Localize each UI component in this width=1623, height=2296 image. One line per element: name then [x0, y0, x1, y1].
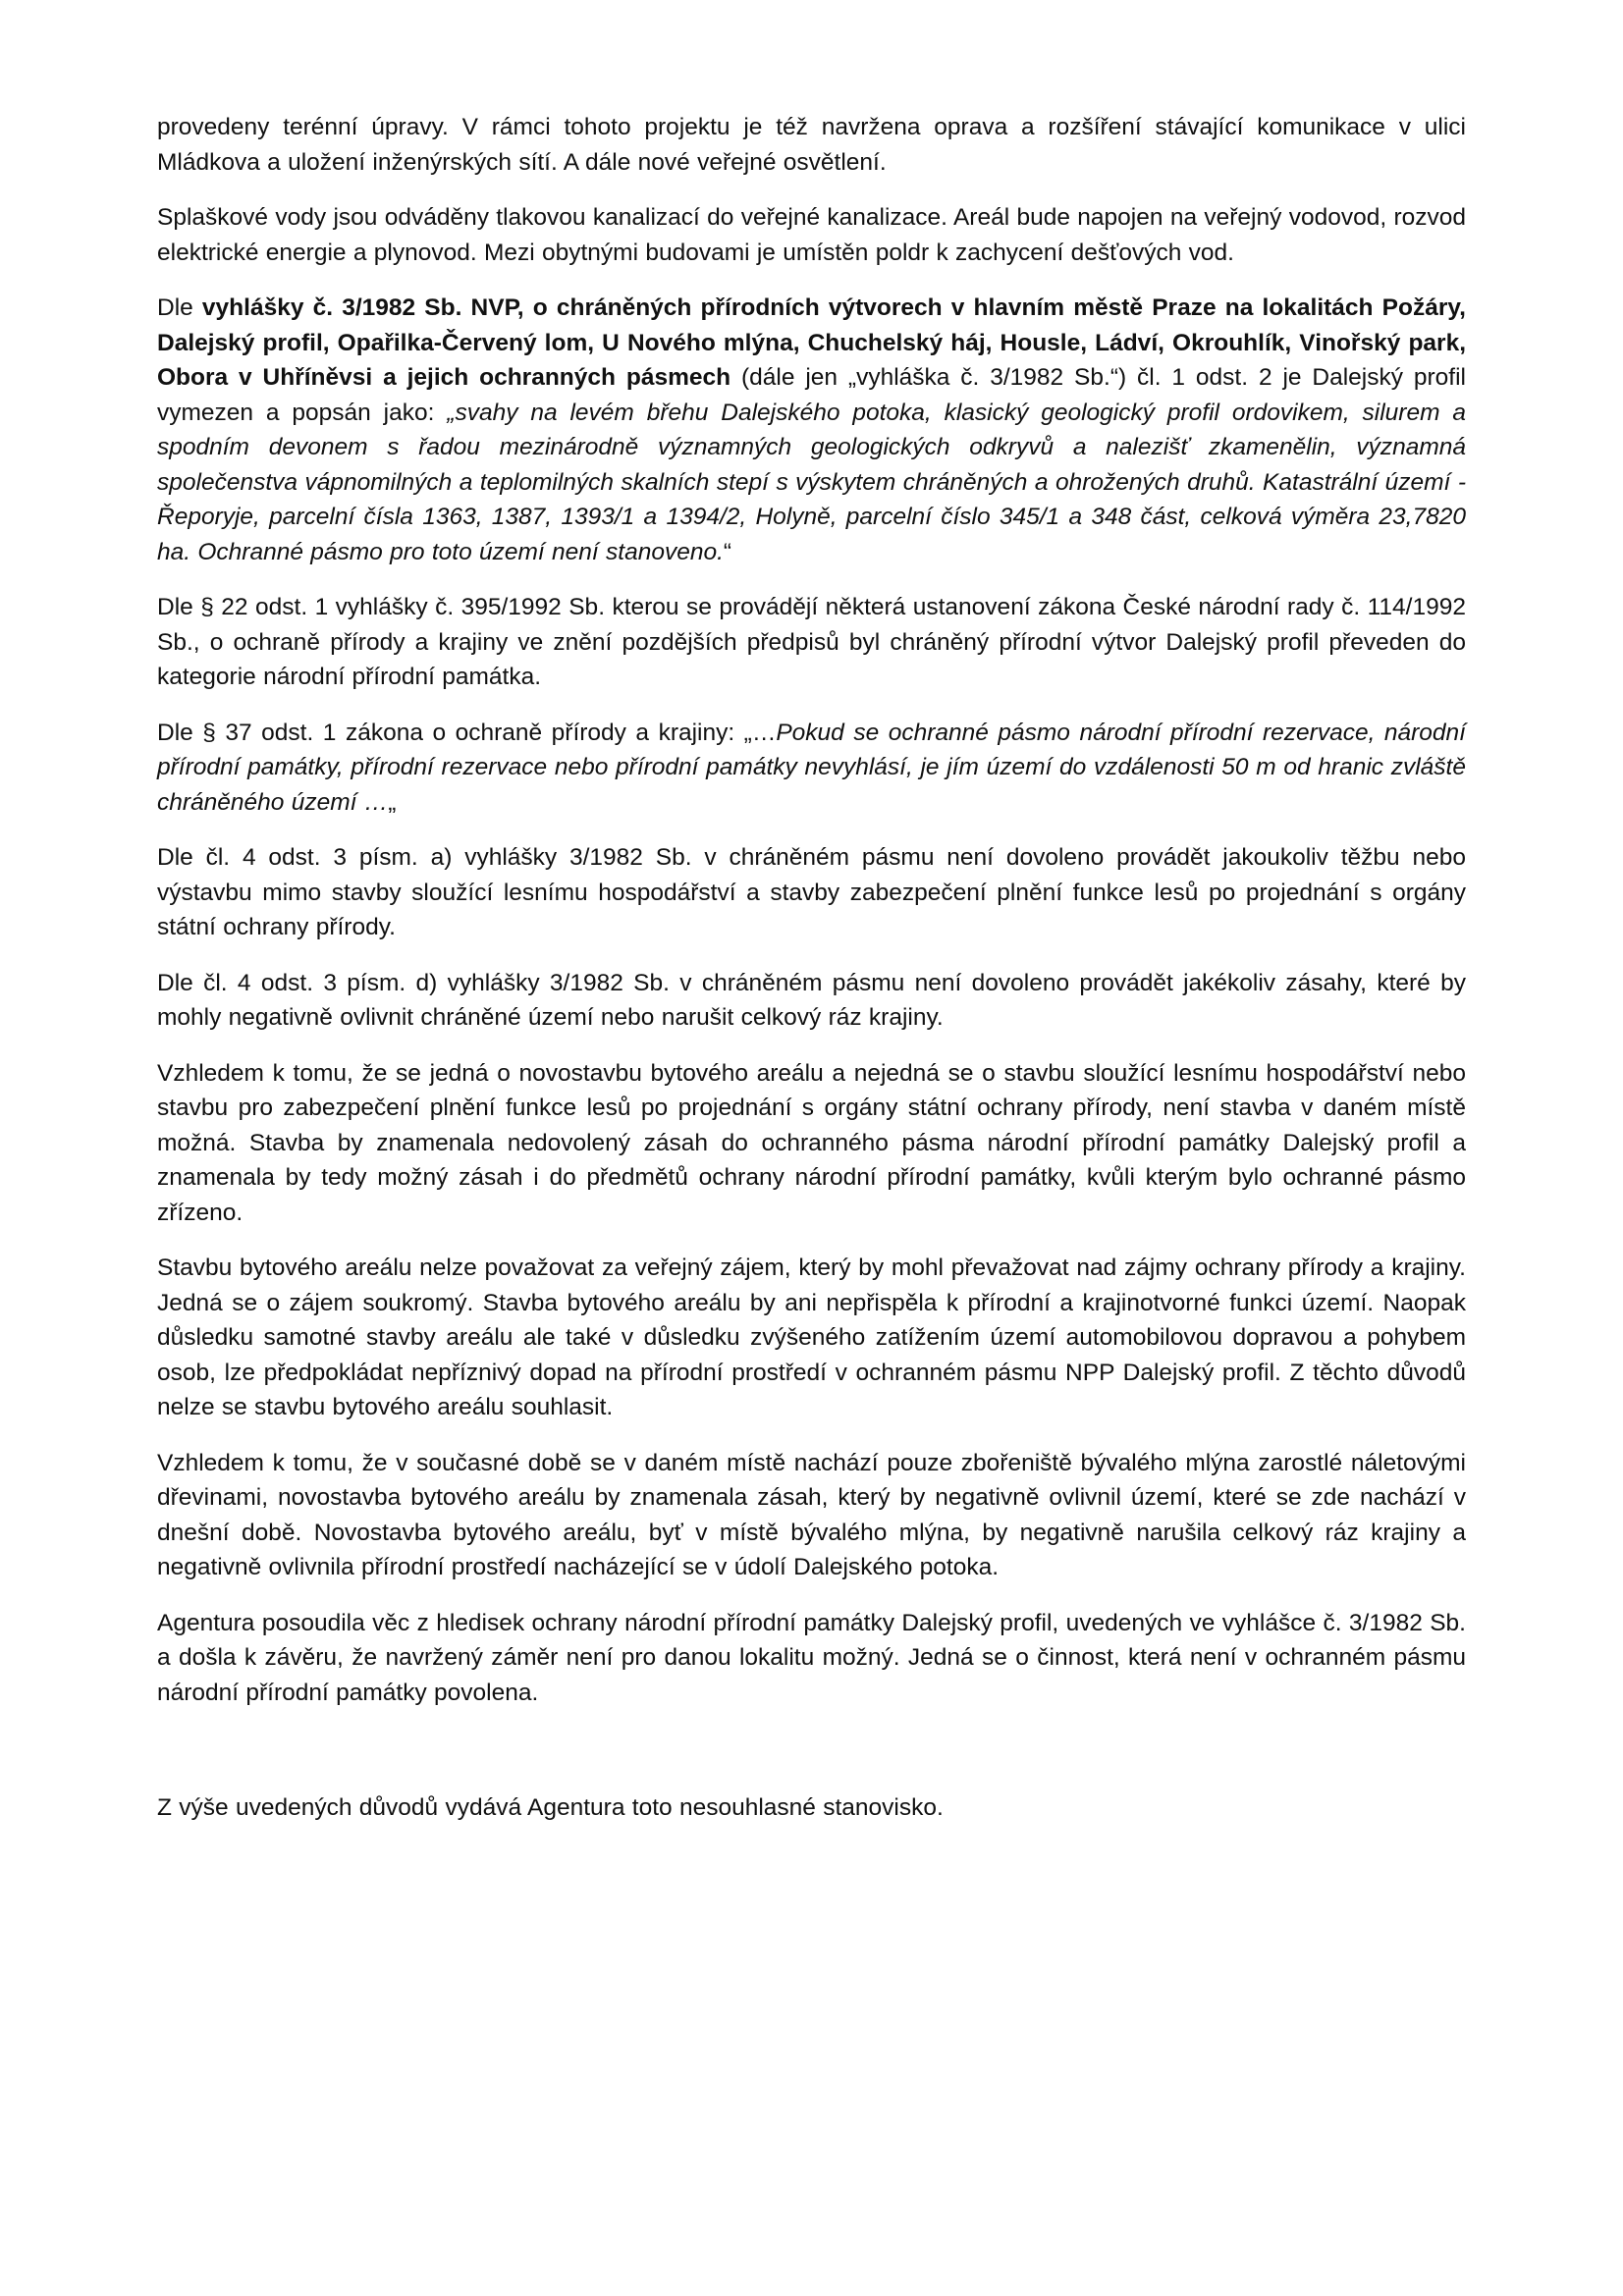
- document-body: [157, 110, 1466, 1826]
- paragraph: [157, 1251, 1466, 1425]
- bold-text: vyhlášky č. 3/1982 Sb. NVP, o chráněných přírodních výtvorech v hlavním městě Praze na lokalitách Požáry, Dalejský profil, Opařilka-Červený lom, U Nového mlýna, Chuchelský háj, Housle, Ládví, Okrouhlík, Vinořský park, Obora v Uhříněvsi a jejich ochranných pásmech: [157, 294, 1466, 391]
- text-run: provedeny terénní úpravy. V rámci tohoto projektu je též navržena oprava a rozšíření stávající komunikace v ulici Mládkova a uložení inženýrských sítí. A dále nové veřejné osvětlení.: [157, 114, 1466, 176]
- paragraph: [157, 200, 1466, 270]
- text-run: Splaškové vody jsou odváděny tlakovou kanalizací do veřejné kanalizace. Areál bude napojen na veřejný vodovod, rozvod elektrické energie a plynovod. Mezi obytnými budovami je umístěn poldr k zachycení dešťových vod.: [157, 204, 1466, 266]
- paragraph: [157, 590, 1466, 695]
- italic-quote: Pokud se ochranné pásmo národní přírodní rezervace, národní přírodní památky, přírodní rezervace nebo přírodní památky nevyhlásí, je jím území do vzdálenosti 50 m od hranic zvláště chráněného území …: [157, 719, 1466, 816]
- paragraph: [157, 291, 1466, 569]
- paragraph: [157, 840, 1466, 945]
- italic-quote: „svahy na levém břehu Dalejského potoka, klasický geologický profil ordovikem, silurem a spodním devonem s řadou mezinárodně významných geologických odkryvů a nalezišť zkamenělin, významná společenstva vápnomilných a teplomilných skalních stepí s výskytem chráněných a ohrožených druhů. Katastrální území - Řeporyje, parcelní čísla 1363, 1387, 1393/1 a 1394/2, Holyně, parcelní číslo 345/1 a 348 část, celková výměra 23,7820 ha. Ochranné pásmo pro toto území není stanoveno.: [157, 399, 1466, 565]
- text-run: Vzhledem k tomu, že se jedná o novostavbu bytového areálu a nejedná se o stavbu sloužící lesnímu hospodářství nebo stavbu pro zabezpečení plnění funkce lesů po projednání s orgány státní ochrany přírody, není stavba v daném místě možná. Stavba by znamenala nedovolený zásah do ochranného pásma národní přírodní památky Dalejský profil a znamenala by tedy možný zásah i do předmětů ochrany národní přírodní památky, kvůli kterým bylo ochranné pásmo zřízeno.: [157, 1059, 1466, 1226]
- text-run: Stavbu bytového areálu nelze považovat za veřejný zájem, který by mohl převažovat nad zájmy ochrany přírody a krajiny. Jedná se o zájem soukromý. Stavba bytového areálu by ani nepřispěla k přírodní a krajinotvorné funkci území. Naopak důsledku samotné stavby areálu ale také v důsledku zvýšeného zatížením území automobilovou dopravou a pohybem osob, lze předpokládat nepříznivý dopad na přírodní prostředí v ochranném pásmu NPP Dalejský profil. Z těchto důvodů nelze se stavbu bytového areálu souhlasit.: [157, 1255, 1466, 1420]
- paragraph: [157, 716, 1466, 821]
- text-run: Z výše uvedených důvodů vydává Agentura toto nesouhlasné stanovisko.: [157, 1794, 944, 1821]
- paragraph: [157, 110, 1466, 180]
- text-run: „: [388, 788, 397, 816]
- paragraph: [157, 966, 1466, 1036]
- paragraph: [157, 1606, 1466, 1711]
- text-run: Dle § 22 odst. 1 vyhlášky č. 395/1992 Sb. kterou se provádějí některá ustanovení zákona České národní rady č. 114/1992 Sb., o ochraně přírody a krajiny ve znění pozdějších předpisů byl chráněný přírodní výtvor Dalejský profil převeden do kategorie národní přírodní památka.: [157, 594, 1466, 690]
- text-run: Dle čl. 4 odst. 3 písm. a) vyhlášky 3/1982 Sb. v chráněném pásmu není dovoleno provádět jakoukoliv těžbu nebo výstavbu mimo stavby sloužící lesnímu hospodářství a stavby zabezpečení plnění funkce lesů po projednání s orgány státní ochrany přírody.: [157, 844, 1466, 940]
- text-run: Agentura posoudila věc z hledisek ochrany národní přírodní památky Dalejský profil, uvedených ve vyhlášce č. 3/1982 Sb. a došla k závěru, že navržený záměr není pro danou lokalitu možný. Jedná se o činnost, která není v ochranném pásmu národní přírodní památky povolena.: [157, 1609, 1466, 1706]
- text-run: (dále jen „vyhláška č. 3/1982 Sb.“) čl. 1 odst. 2 je Dalejský profil vymezen a popsán jako:: [157, 364, 1466, 426]
- closing-statement: [157, 1790, 1466, 1826]
- paragraph: [157, 1446, 1466, 1585]
- text-run: Vzhledem k tomu, že v současné době se v daném místě nachází pouze zbořeniště bývalého mlýna zarostlé náletovými dřevinami, novostavba bytového areálu by znamenala zásah, který by negativně ovlivnil území, které se zde nachází v dnešní době. Novostavba bytového areálu, byť v místě bývalého mlýna, by negativně narušila celkový ráz krajiny a negativně ovlivnila přírodní prostředí nacházející se v údolí Dalejského potoka.: [157, 1449, 1466, 1580]
- text-run: Dle: [157, 294, 202, 321]
- text-run: Dle § 37 odst. 1 zákona o ochraně přírody a krajiny: „…: [157, 719, 777, 746]
- paragraph: [157, 1056, 1466, 1231]
- text-run: Dle čl. 4 odst. 3 písm. d) vyhlášky 3/1982 Sb. v chráněném pásmu není dovoleno provádět jakékoliv zásahy, které by mohly negativně ovlivnit chráněné území nebo narušit celkový ráz krajiny.: [157, 969, 1466, 1031]
- text-run: “: [723, 538, 732, 565]
